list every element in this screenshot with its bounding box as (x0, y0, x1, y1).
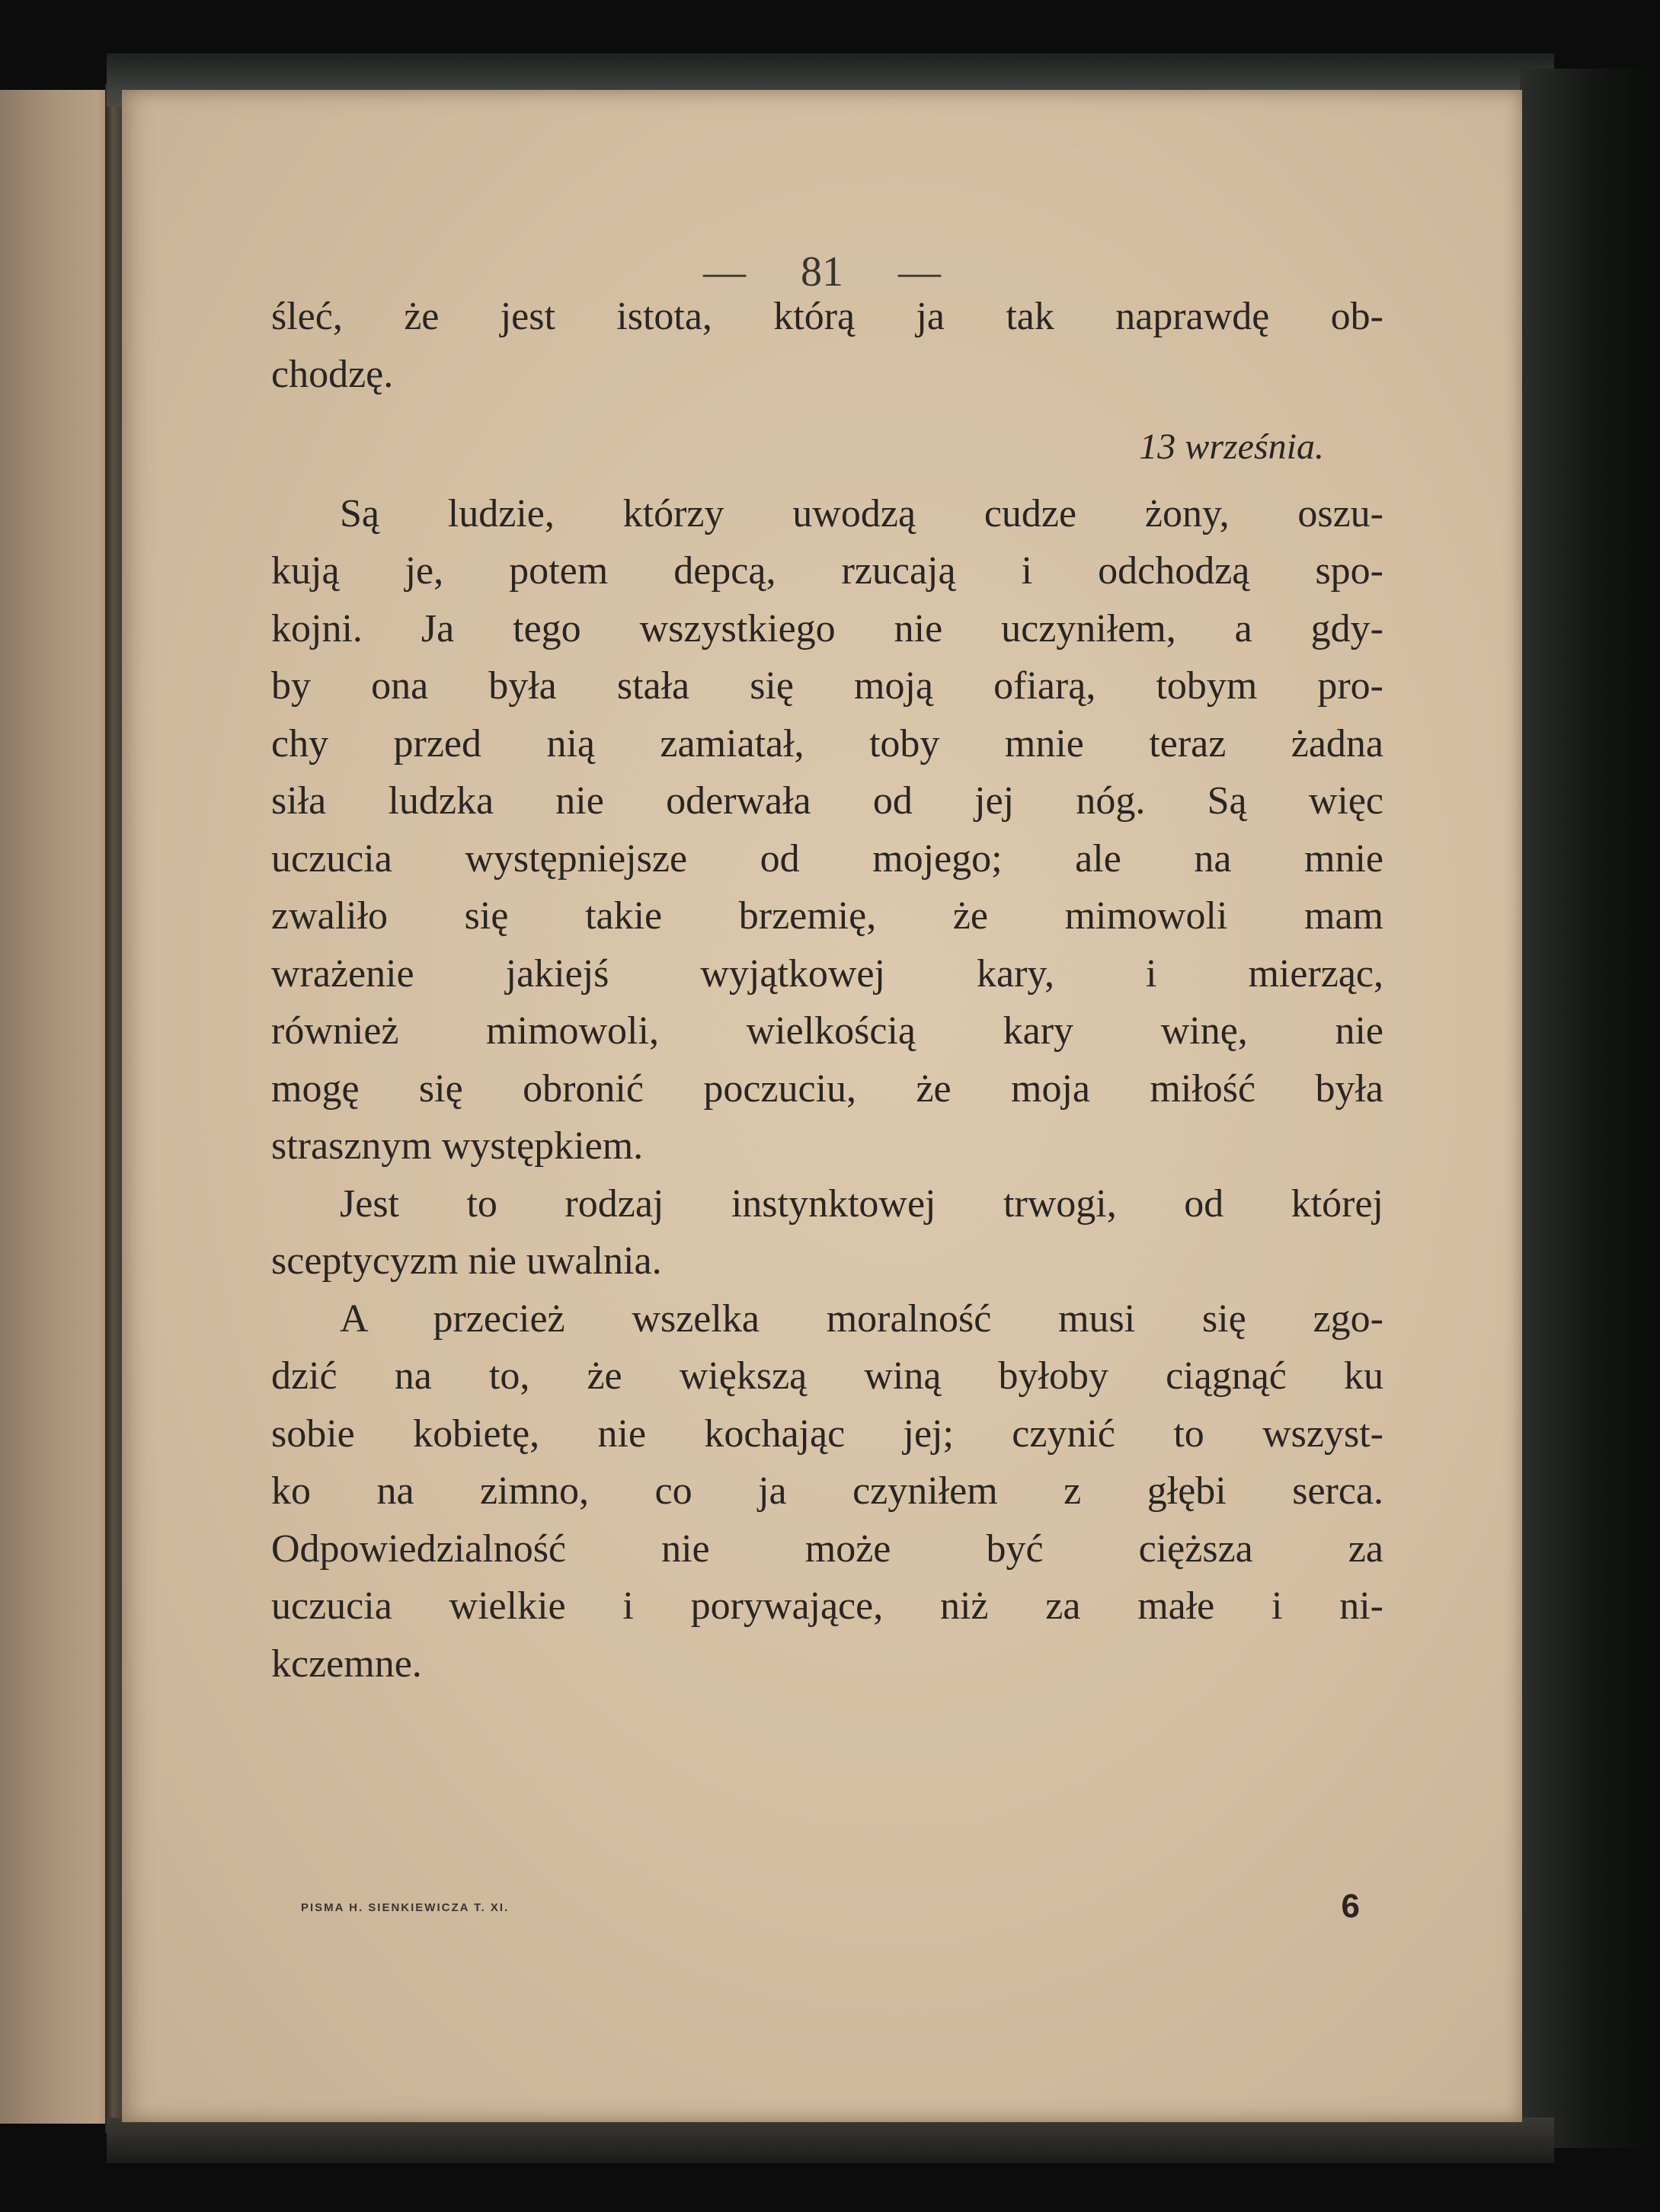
page-footer (301, 1888, 1383, 1933)
text-line: uczucia wielkie i porywające, niż za małe i ni- (271, 1584, 1383, 1628)
header-dash-left: — (703, 248, 746, 296)
text-line: siła ludzka nie oderwała od jej nóg. Są więc (271, 779, 1383, 823)
text-line: sceptycyzm nie uwalnia. (271, 1239, 662, 1283)
left-page-edge (0, 90, 114, 2124)
text-line: zwaliło się takie brzemię, że mimowoli mam (271, 894, 1383, 938)
text-line: śleć, że jest istota, którą ja tak naprawdę ob- (271, 295, 1383, 338)
text-line: również mimowoli, wielkością kary winę, nie (271, 1009, 1383, 1053)
text-line: strasznym występkiem. (271, 1124, 644, 1168)
diary-date: 13 września. (1139, 427, 1324, 467)
page-number: 81 (801, 248, 843, 296)
text-line: Jest to rodzaj instynktowej trwogi, od której (340, 1181, 1383, 1226)
text-line: kczemne. (271, 1641, 422, 1686)
text-line: sobie kobietę, nie kochając jej; czynić to wszyst- (271, 1411, 1383, 1456)
text-line: dzić na to, że większą winą byłoby ciągnąć ku (271, 1354, 1383, 1398)
sheet-number: 6 (1341, 1888, 1360, 1925)
text-line: by ona była stała się moją ofiarą, tobym pro- (271, 664, 1383, 708)
text-line: chy przed nią zamiatał, toby mnie teraz żadna (271, 721, 1383, 766)
text-line: A przecież wszelka moralność musi się zgo- (340, 1296, 1383, 1341)
cover-right-edge (1520, 69, 1660, 2148)
text-line: ko na zimno, co ja czyniłem z głębi serca. (271, 1469, 1383, 1513)
book-page (122, 90, 1522, 2122)
footer-signature: PISMA H. SIENKIEWICZA T. XI. (301, 1901, 510, 1914)
text-line: Odpowiedzialność nie może być cięższa za (271, 1526, 1383, 1571)
page-body (271, 288, 1383, 1693)
text-line: wrażenie jakiejś wyjątkowej kary, i mierząc, (271, 951, 1383, 996)
text-line: mogę się obronić poczuciu, że moja miłość była (271, 1066, 1383, 1111)
cover-bottom-edge (107, 2118, 1554, 2163)
text-line: uczucia występniejsze od mojego; ale na mnie (271, 836, 1383, 881)
text-line: kują je, potem depcą, rzucają i odchodzą spo- (271, 549, 1383, 593)
text-line: kojni. Ja tego wszystkiego nie uczyniłem, a gdy- (271, 606, 1383, 650)
text-line: chodzę. (271, 352, 394, 396)
header-dash-right: — (898, 248, 941, 296)
text-line: Są ludzie, którzy uwodzą cudze żony, oszu- (340, 491, 1383, 535)
